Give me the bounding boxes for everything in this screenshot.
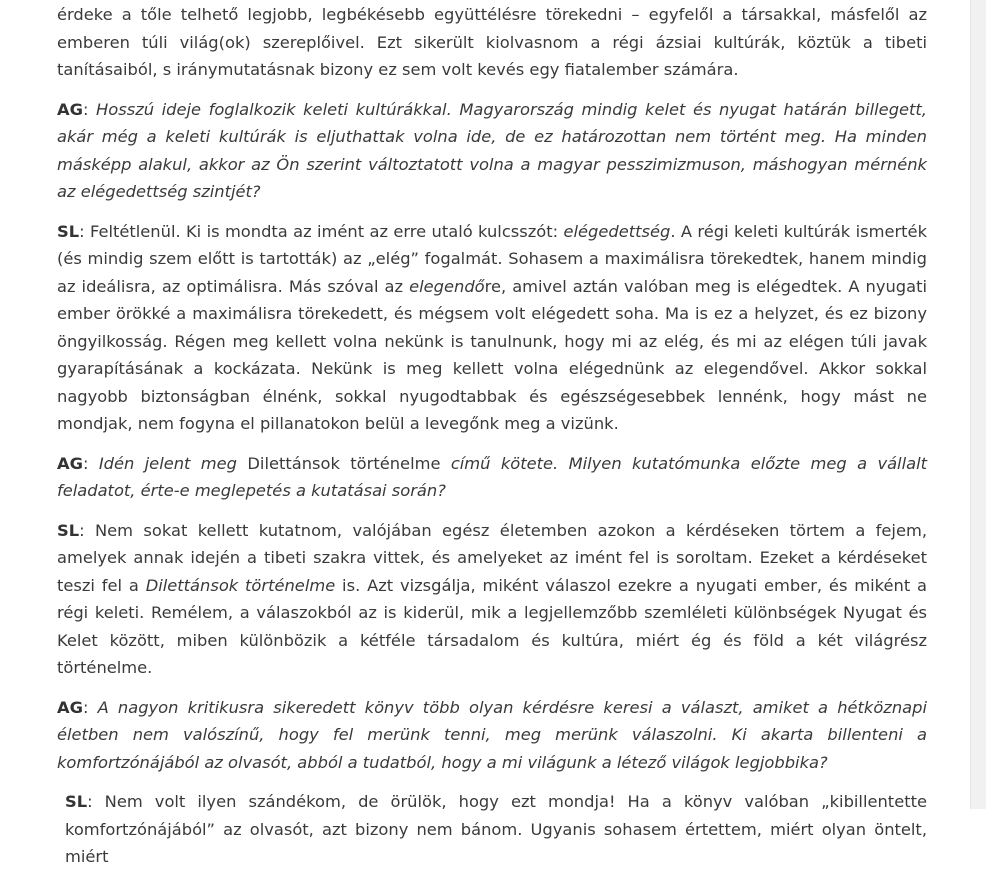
- answer-paragraph: [57, 218, 927, 438]
- question-text: A nagyon kritikusra sikeredett könyv több olyan kérdésre keresi a választ, amiket a hétköznapi életben nem valószínű, hogy fel merünk tenni, meg merünk válaszolni. Ki akarta billenteni a komfortzónájából az olvasót, abból a tudatból, hogy a mi világunk a létező világok legjobbika?: [57, 697, 927, 772]
- speaker-separator: :: [79, 520, 95, 540]
- answer-paragraph: [57, 517, 927, 682]
- answer-text: is. Azt vizsgálja, miként válaszol ezekre a nyugati ember, és miként a régi keleti. Remélem, a válaszokból az is kiderül, mik a legjellemzőbb szemléleti különbségek Nyugat és Kelet között, miben különbözik a kétféle társadalom és kultúra, miért ég és föld a két világrész történelme.: [57, 575, 928, 677]
- answer-paragraph: [57, 1, 927, 84]
- speaker-label: AG: [57, 697, 83, 717]
- answer-text: Nem sokat kellett kutatnom, valójában egész életemben azokon a kérdéseken törtem a fejem, amelyek annak idején a tibeti szakra vittek, és amelyeket az imént fel is soroltam. Ezeket a kérdéseket teszi fel a: [57, 520, 927, 595]
- scrollbar-track[interactable]: [970, 0, 986, 809]
- answer-text: Feltétlenül. Ki is mondta az imént az erre utaló kulcsszót:: [89, 221, 564, 241]
- answer-text: re, amivel aztán valóban meg is elégedtek. A nyugati ember örökké a maximálisra törekedett, és mégsem volt elégedett soha. Ma is ez a helyzet, és ez bizony öngyilkosság. Régen meg kellett volna nekünk is tanulnunk, hogy mi az elég, és mi az elégen túli javak gyarapításának a kockázata. Nekünk is meg kellett volna elégednünk az elegendővel. Akkor sokkal nagyobb biztonságban élnénk, sokkal nyugodtabbak és egészségesebbek lennénk, hogy mást ne mondjak, nem fogyna el pillanatokon belül a levegőnk meg a vizünk.: [57, 276, 927, 433]
- answer-text: érdeke a tőle telhető legjobb, legbékésebb együttélésre törekedni – egyfelől a társakkal, másfelől az emberen túli világ(ok) szereplőivel. Ezt sikerült kiolvasnom a régi ázsiai kultúrák, köztük a tibeti tanításaiból, s iránymutatásnak bizony ez sem volt kevés egy fiatalember számára.: [57, 5, 927, 79]
- question-paragraph: [57, 694, 927, 777]
- speaker-separator: :: [82, 453, 99, 473]
- question-text: című kötete. Milyen kutatómunka előzte meg a vállalt feladatot, érte-e meglepetés a kutatásai során?: [57, 453, 927, 500]
- speaker-separator: :: [79, 221, 90, 241]
- answer-paragraph: [57, 788, 927, 871]
- speaker-separator: :: [87, 792, 105, 811]
- emphasis-text: elégedettség: [563, 221, 671, 241]
- speaker-label: SL: [65, 792, 88, 811]
- question-paragraph: [57, 450, 927, 505]
- speaker-separator: :: [82, 99, 97, 119]
- question-text: Idén jelent meg: [98, 453, 248, 473]
- speaker-label: AG: [57, 453, 83, 473]
- speaker-label: SL: [57, 520, 80, 540]
- question-paragraph: [57, 96, 927, 206]
- question-text: Hosszú ideje foglalkozik keleti kultúrákkal. Magyarország mindig kelet és nyugat határán billegett, akár még a keleti kultúrák is eljuthattak volna ide, de ez határozottan nem történt meg. Ha minden másképp alakul, akkor az Ön szerint változtatott volna a magyar pesszimizmuson, máshogyan mérnénk az elégedettség szintjét?: [57, 99, 927, 201]
- emphasis-text: elegendő: [409, 276, 485, 296]
- speaker-label: AG: [57, 99, 83, 119]
- speaker-label: SL: [57, 221, 80, 241]
- book-title: Dilettánsok történelme: [145, 575, 336, 595]
- article-body: [57, 0, 927, 883]
- answer-text: . A régi keleti kultúrák ismerték (és mindig szem előtt is tartották) az „elég” fogalmát. Sohasem a maximálisra törekedtek, hanem mindig az ideálisra, az optimálisra. Más szóval az: [57, 221, 927, 296]
- book-title: Dilettánsok történelme: [247, 453, 441, 473]
- answer-text: Nem volt ilyen szándékom, de örülök, hogy ezt mondja! Ha a könyv valóban „kibillentette komfortzónájából” az olvasót, azt bizony nem bánom. Ugyanis sohasem értettem, miért olyan öntelt, miért: [65, 792, 927, 866]
- speaker-separator: :: [82, 697, 98, 717]
